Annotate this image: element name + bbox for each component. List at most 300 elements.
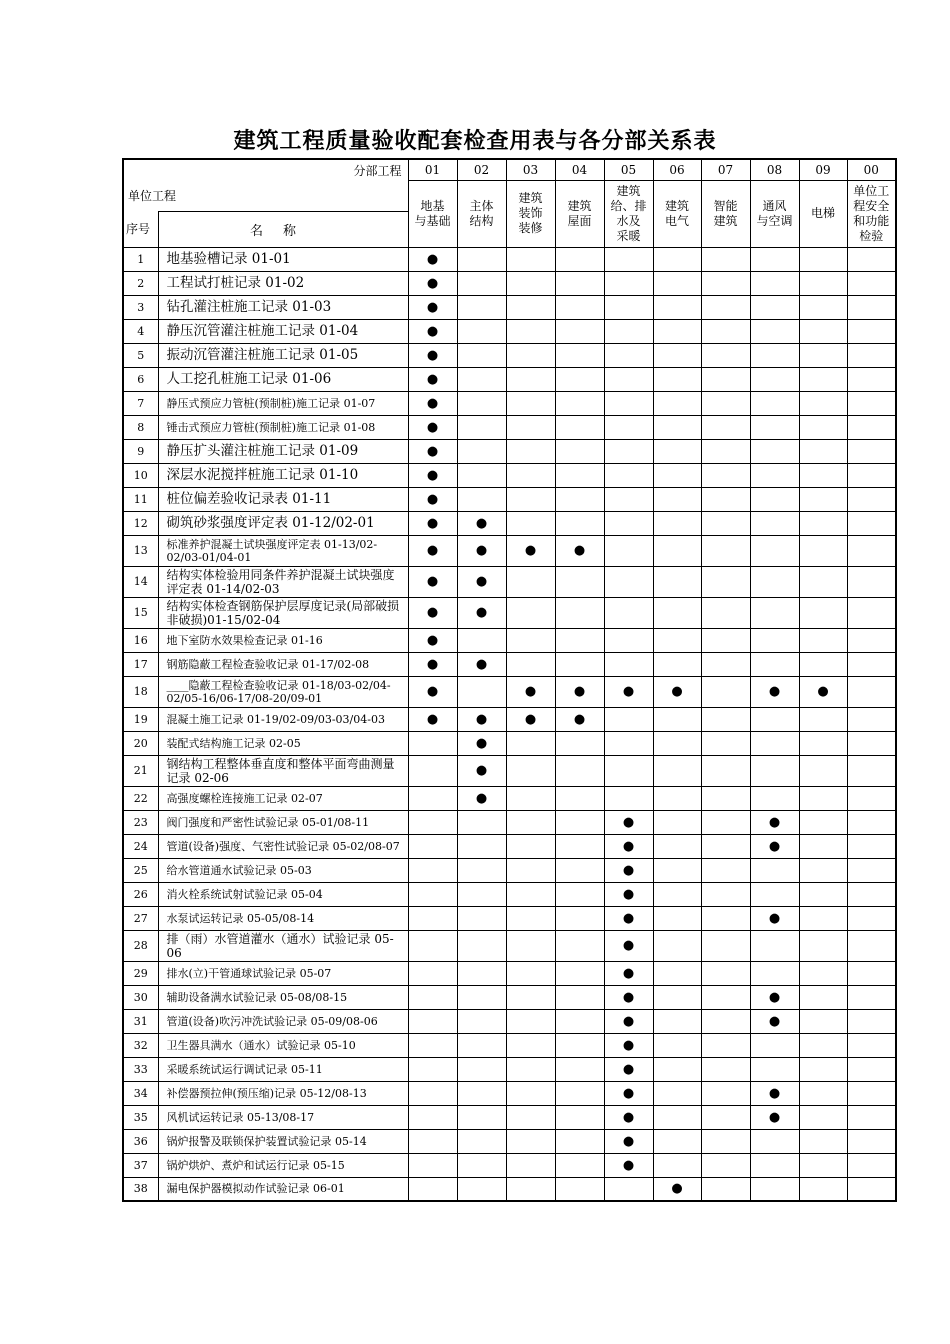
- mark-cell: [506, 487, 555, 511]
- mark-cell: [799, 652, 847, 676]
- record-name: 排（雨）水管道灌水（通水）试验记录 05-06: [158, 930, 408, 961]
- mark-cell: [847, 786, 896, 810]
- mark-cell: [555, 439, 604, 463]
- mark-cell: [555, 1081, 604, 1105]
- mark-cell: [701, 1057, 750, 1081]
- mark-cell: [408, 755, 457, 786]
- mark-cell: [653, 1177, 701, 1201]
- relation-table: [122, 158, 897, 1202]
- mark-cell: [408, 882, 457, 906]
- mark-cell: [847, 415, 896, 439]
- table-row: [123, 367, 896, 391]
- mark-cell: [408, 676, 457, 707]
- mark-cell: [408, 810, 457, 834]
- mark-cell: [750, 786, 799, 810]
- mark-cell: [847, 906, 896, 930]
- mark-cell: [799, 566, 847, 597]
- bullet-mark: ●: [426, 467, 439, 483]
- mark-cell: [555, 295, 604, 319]
- mark-cell: [555, 731, 604, 755]
- mark-cell: [408, 652, 457, 676]
- table-row: [123, 628, 896, 652]
- record-name: 振动沉管灌注桩施工记录 01-05: [158, 343, 408, 367]
- mark-cell: [506, 1033, 555, 1057]
- mark-cell: [457, 535, 506, 566]
- mark-cell: [799, 961, 847, 985]
- mark-cell: [408, 985, 457, 1009]
- mark-cell: [506, 786, 555, 810]
- mark-cell: [847, 1033, 896, 1057]
- record-name: 辅助设备满水试验记录 05-08/08-15: [158, 985, 408, 1009]
- mark-cell: [750, 1033, 799, 1057]
- mark-cell: [701, 319, 750, 343]
- mark-cell: [555, 487, 604, 511]
- mark-cell: [653, 961, 701, 985]
- table-row: [123, 463, 896, 487]
- mark-cell: [457, 930, 506, 961]
- table-row: [123, 343, 896, 367]
- mark-cell: [653, 415, 701, 439]
- mark-cell: [457, 628, 506, 652]
- mark-cell: [750, 439, 799, 463]
- mark-cell: [604, 652, 653, 676]
- mark-cell: [408, 511, 457, 535]
- mark-cell: [604, 1177, 653, 1201]
- mark-cell: [506, 1081, 555, 1105]
- mark-cell: [555, 566, 604, 597]
- code-cell: 06: [653, 159, 701, 180]
- mark-cell: [847, 755, 896, 786]
- page-title: 建筑工程质量验收配套检查用表与各分部关系表: [233, 129, 717, 154]
- mark-cell: [847, 676, 896, 707]
- mark-cell: [506, 1177, 555, 1201]
- seq-label-cell: [123, 211, 158, 247]
- mark-cell: [555, 1177, 604, 1201]
- mark-cell: [847, 882, 896, 906]
- mark-cell: [604, 1153, 653, 1177]
- mark-cell: [408, 1081, 457, 1105]
- mark-cell: [506, 343, 555, 367]
- mark-cell: [555, 961, 604, 985]
- bullet-mark: ●: [622, 910, 635, 926]
- record-name: 锅炉烘炉、煮炉和试运行记录 05-15: [158, 1153, 408, 1177]
- mark-cell: [408, 1105, 457, 1129]
- code-cell: 01: [408, 159, 457, 180]
- mark-cell: [701, 566, 750, 597]
- bullet-mark: ●: [622, 886, 635, 902]
- mark-cell: [408, 391, 457, 415]
- table-row: [123, 535, 896, 566]
- mark-cell: [847, 597, 896, 628]
- mark-cell: [847, 487, 896, 511]
- record-name: 结构实体检验用同条件养护混凝土试块强度评定表 01-14/02-03: [158, 566, 408, 597]
- mark-cell: [799, 1153, 847, 1177]
- bullet-mark: ●: [622, 1013, 635, 1029]
- mark-cell: [750, 343, 799, 367]
- mark-cell: [653, 391, 701, 415]
- mark-cell: [604, 707, 653, 731]
- category-label: 电梯: [811, 206, 836, 220]
- mark-cell: [653, 731, 701, 755]
- mark-cell: [847, 930, 896, 961]
- mark-cell: [506, 535, 555, 566]
- mark-cell: [604, 676, 653, 707]
- mark-cell: [653, 511, 701, 535]
- mark-cell: [847, 707, 896, 731]
- mark-cell: [555, 319, 604, 343]
- mark-cell: [408, 566, 457, 597]
- mark-cell: [604, 1009, 653, 1033]
- mark-cell: [653, 367, 701, 391]
- table-row: [123, 439, 896, 463]
- mark-cell: [847, 367, 896, 391]
- mark-cell: [457, 906, 506, 930]
- mark-cell: [653, 343, 701, 367]
- mark-cell: [555, 1057, 604, 1081]
- mark-cell: [750, 834, 799, 858]
- category-cell: [701, 180, 750, 247]
- mark-cell: [653, 439, 701, 463]
- table-row: [123, 1081, 896, 1105]
- mark-cell: [653, 597, 701, 628]
- record-name: 管道(设备)强度、气密性试验记录 05-02/08-07: [158, 834, 408, 858]
- row-number: 15: [123, 597, 158, 628]
- mark-cell: [555, 535, 604, 566]
- bullet-mark: ●: [475, 656, 488, 672]
- mark-cell: [701, 906, 750, 930]
- table-row: [123, 858, 896, 882]
- bullet-mark: ●: [475, 735, 488, 751]
- mark-cell: [457, 343, 506, 367]
- mark-cell: [506, 566, 555, 597]
- mark-cell: [799, 439, 847, 463]
- mark-cell: [750, 755, 799, 786]
- mark-cell: [457, 511, 506, 535]
- mark-cell: [653, 1129, 701, 1153]
- unit-label-cell: [123, 180, 408, 211]
- record-name: 消火栓系统试射试验记录 05-04: [158, 882, 408, 906]
- mark-cell: [701, 961, 750, 985]
- mark-cell: [604, 961, 653, 985]
- mark-cell: [457, 882, 506, 906]
- row-number: 20: [123, 731, 158, 755]
- mark-cell: [457, 487, 506, 511]
- mark-cell: [799, 628, 847, 652]
- record-name: 静压式预应力管桩(预制桩)施工记录 01-07: [158, 391, 408, 415]
- mark-cell: [750, 858, 799, 882]
- mark-cell: [604, 566, 653, 597]
- mark-cell: [506, 810, 555, 834]
- row-number: 22: [123, 786, 158, 810]
- mark-cell: [555, 786, 604, 810]
- category-label: 建筑 装饰 装修: [518, 191, 543, 235]
- bullet-mark: ●: [426, 515, 439, 531]
- mark-cell: [701, 295, 750, 319]
- bullet-mark: ●: [622, 938, 635, 953]
- mark-cell: [555, 858, 604, 882]
- mark-cell: [847, 652, 896, 676]
- bullet-mark: ●: [622, 1133, 635, 1149]
- mark-cell: [408, 439, 457, 463]
- bullet-mark: ●: [622, 1157, 635, 1173]
- category-cell: [604, 180, 653, 247]
- bullet-mark: ●: [475, 574, 488, 589]
- mark-cell: [408, 1129, 457, 1153]
- mark-cell: [847, 247, 896, 271]
- mark-cell: [799, 731, 847, 755]
- table-row: [123, 247, 896, 271]
- mark-cell: [653, 1033, 701, 1057]
- mark-cell: [555, 882, 604, 906]
- row-number: 24: [123, 834, 158, 858]
- mark-cell: [555, 391, 604, 415]
- mark-cell: [604, 1105, 653, 1129]
- mark-cell: [457, 1081, 506, 1105]
- code-cell: 05: [604, 159, 653, 180]
- row-number: 11: [123, 487, 158, 511]
- mark-cell: [653, 1057, 701, 1081]
- bullet-mark: ●: [573, 684, 586, 699]
- mark-cell: [457, 755, 506, 786]
- mark-cell: [408, 1009, 457, 1033]
- mark-cell: [750, 1105, 799, 1129]
- mark-cell: [847, 319, 896, 343]
- mark-cell: [457, 415, 506, 439]
- mark-cell: [506, 652, 555, 676]
- bullet-mark: ●: [426, 491, 439, 507]
- mark-cell: [604, 487, 653, 511]
- mark-cell: [750, 1177, 799, 1201]
- table-row: [123, 786, 896, 810]
- mark-cell: [750, 566, 799, 597]
- table-row: [123, 1057, 896, 1081]
- bullet-mark: ●: [817, 684, 829, 699]
- bullet-mark: ●: [426, 419, 439, 435]
- mark-cell: [457, 1033, 506, 1057]
- table-row: [123, 731, 896, 755]
- mark-cell: [701, 1081, 750, 1105]
- bullet-mark: ●: [768, 910, 781, 926]
- mark-cell: [506, 930, 555, 961]
- mark-cell: [750, 731, 799, 755]
- mark-cell: [653, 985, 701, 1009]
- mark-cell: [457, 786, 506, 810]
- table-row: [123, 1105, 896, 1129]
- table-row: [123, 882, 896, 906]
- mark-cell: [506, 295, 555, 319]
- mark-cell: [799, 1129, 847, 1153]
- code-cell: 09: [799, 159, 847, 180]
- mark-cell: [750, 295, 799, 319]
- mark-cell: [847, 1153, 896, 1177]
- mark-cell: [408, 295, 457, 319]
- record-name: 锤击式预应力管桩(预制桩)施工记录 01-08: [158, 415, 408, 439]
- mark-cell: [653, 707, 701, 731]
- mark-cell: [555, 271, 604, 295]
- code-cell: 07: [701, 159, 750, 180]
- bullet-mark: ●: [426, 443, 439, 459]
- mark-cell: [799, 343, 847, 367]
- table-row: [123, 271, 896, 295]
- row-number: 26: [123, 882, 158, 906]
- mark-cell: [604, 930, 653, 961]
- mark-cell: [506, 1153, 555, 1177]
- mark-cell: [457, 1153, 506, 1177]
- mark-cell: [750, 676, 799, 707]
- mark-cell: [604, 1081, 653, 1105]
- mark-cell: [799, 676, 847, 707]
- mark-cell: [457, 319, 506, 343]
- mark-cell: [847, 1057, 896, 1081]
- category-label: 建筑 给、排 水及 采暖: [610, 183, 647, 243]
- mark-cell: [408, 535, 457, 566]
- mark-cell: [701, 271, 750, 295]
- code-cell: 04: [555, 159, 604, 180]
- mark-cell: [701, 834, 750, 858]
- code-cell: 00: [847, 159, 896, 180]
- mark-cell: [653, 487, 701, 511]
- mark-cell: [408, 707, 457, 731]
- mark-cell: [555, 652, 604, 676]
- table-row: [123, 834, 896, 858]
- mark-cell: [653, 882, 701, 906]
- mark-cell: [653, 1009, 701, 1033]
- bullet-mark: ●: [475, 515, 488, 531]
- bullet-mark: ●: [524, 543, 537, 558]
- mark-cell: [506, 271, 555, 295]
- table-row: [123, 391, 896, 415]
- mark-cell: [457, 597, 506, 628]
- mark-cell: [408, 961, 457, 985]
- mark-cell: [555, 1153, 604, 1177]
- mark-cell: [847, 343, 896, 367]
- record-name: 卫生器具满水（通水）试验记录 05-10: [158, 1033, 408, 1057]
- mark-cell: [847, 628, 896, 652]
- row-number: 2: [123, 271, 158, 295]
- mark-cell: [847, 535, 896, 566]
- mark-cell: [847, 834, 896, 858]
- mark-cell: [750, 652, 799, 676]
- mark-cell: [750, 1057, 799, 1081]
- mark-cell: [506, 985, 555, 1009]
- mark-cell: [555, 343, 604, 367]
- table-row: [123, 487, 896, 511]
- record-name: 地基验槽记录 01-01: [158, 247, 408, 271]
- mark-cell: [604, 1057, 653, 1081]
- bullet-mark: ●: [426, 711, 439, 727]
- mark-cell: [408, 319, 457, 343]
- mark-cell: [408, 487, 457, 511]
- mark-cell: [604, 535, 653, 566]
- mark-cell: [457, 652, 506, 676]
- mark-cell: [604, 271, 653, 295]
- mark-cell: [750, 463, 799, 487]
- mark-cell: [701, 985, 750, 1009]
- mark-cell: [604, 1033, 653, 1057]
- mark-cell: [457, 1105, 506, 1129]
- bullet-mark: ●: [622, 1085, 635, 1101]
- mark-cell: [408, 415, 457, 439]
- mark-cell: [799, 511, 847, 535]
- category-label: 地基 与基础: [414, 198, 451, 228]
- mark-cell: [701, 676, 750, 707]
- mark-cell: [506, 858, 555, 882]
- record-name: 工程试打桩记录 01-02: [158, 271, 408, 295]
- row-number: 38: [123, 1177, 158, 1201]
- row-number: 37: [123, 1153, 158, 1177]
- mark-cell: [457, 985, 506, 1009]
- code-cell: 03: [506, 159, 555, 180]
- mark-cell: [604, 755, 653, 786]
- mark-cell: [506, 391, 555, 415]
- mark-cell: [555, 367, 604, 391]
- mark-cell: [750, 511, 799, 535]
- mark-cell: [506, 367, 555, 391]
- record-name: 地下室防水效果检查记录 01-16: [158, 628, 408, 652]
- mark-cell: [847, 858, 896, 882]
- mark-cell: [701, 707, 750, 731]
- row-number: 31: [123, 1009, 158, 1033]
- mark-cell: [701, 511, 750, 535]
- mark-cell: [799, 930, 847, 961]
- category-label: 建筑 电气: [665, 198, 690, 228]
- mark-cell: [604, 295, 653, 319]
- category-cell: [457, 180, 506, 247]
- mark-cell: [604, 439, 653, 463]
- mark-cell: [457, 1057, 506, 1081]
- row-number: 34: [123, 1081, 158, 1105]
- mark-cell: [750, 1081, 799, 1105]
- mark-cell: [799, 1177, 847, 1201]
- bullet-mark: ●: [426, 543, 439, 558]
- mark-cell: [604, 247, 653, 271]
- bullet-mark: ●: [622, 1109, 635, 1125]
- table-body: [123, 247, 896, 1201]
- mark-cell: [457, 271, 506, 295]
- mark-cell: [506, 906, 555, 930]
- mark-cell: [408, 834, 457, 858]
- mark-cell: [701, 786, 750, 810]
- record-name: 钢结构工程整体垂直度和整体平面弯曲测量记录 02-06: [158, 755, 408, 786]
- category-label: 单位工 程安全 和功能 检验: [853, 183, 890, 243]
- mark-cell: [847, 1009, 896, 1033]
- category-cell: [506, 180, 555, 247]
- mark-cell: [847, 1177, 896, 1201]
- mark-cell: [555, 755, 604, 786]
- record-name: 采暖系统试运行调试记录 05-11: [158, 1057, 408, 1081]
- category-cell: [555, 180, 604, 247]
- mark-cell: [799, 1105, 847, 1129]
- bullet-mark: ●: [622, 1037, 635, 1053]
- mark-cell: [653, 566, 701, 597]
- record-name: 水泵试运转记录 05-05/08-14: [158, 906, 408, 930]
- mark-cell: [408, 786, 457, 810]
- mark-cell: [457, 1177, 506, 1201]
- category-label: 智能 建筑: [713, 198, 738, 228]
- mark-cell: [653, 319, 701, 343]
- mark-cell: [604, 906, 653, 930]
- category-cell: [653, 180, 701, 247]
- mark-cell: [555, 810, 604, 834]
- mark-cell: [653, 1081, 701, 1105]
- bullet-mark: ●: [524, 684, 537, 699]
- mark-cell: [847, 463, 896, 487]
- mark-cell: [799, 463, 847, 487]
- bullet-mark: ●: [671, 1181, 683, 1197]
- bullet-mark: ●: [622, 684, 635, 699]
- mark-cell: [847, 391, 896, 415]
- mark-cell: [604, 391, 653, 415]
